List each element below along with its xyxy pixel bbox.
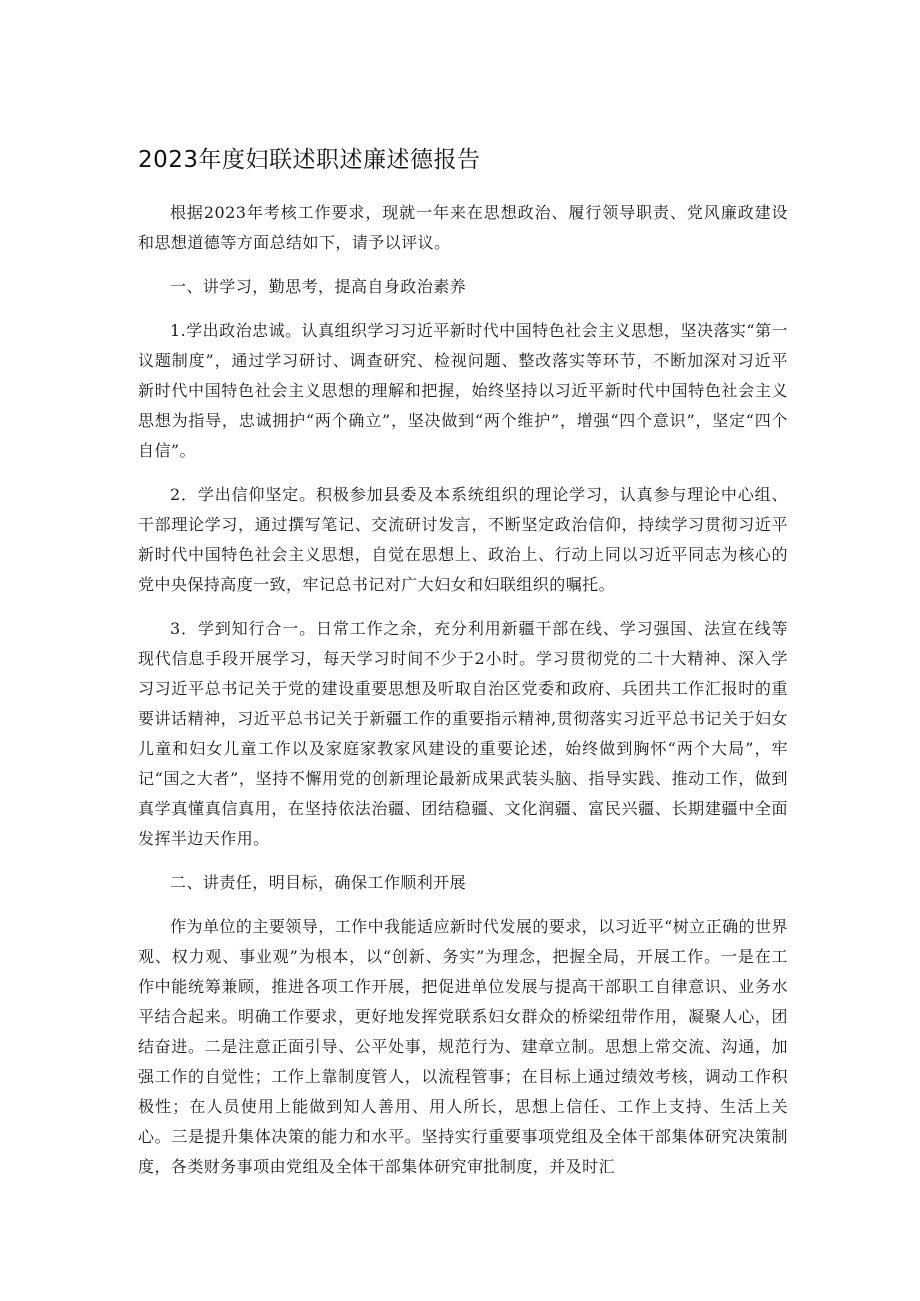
paragraph-1-3: 3．学到知行合一。日常工作之余，充分利用新疆干部在线、学习强国、法宣在线等现代信息手段开展学习，每天学习时间不少于2小时。学习贯彻党的二十大精神、深入学习习近平总书记关于党的建设重要思想及听取自治区党委和政府、兵团共工作汇报时的重要讲话精神，习近平总书记关于新疆工作的重要指示精神,贯彻落实习近平总书记关于妇女儿童和妇女儿童工作以及家庭家教家风建设的重要论述，始终做到胸怀“两个大局”，牢记“国之大者”，坚持不懈用党的创新理论最新成果武装头脑、指导实践、推动工作，做到真学真懂真信真用，在坚持依法治疆、团结稳疆、文化润疆、富民兴疆、长期建疆中全面发挥半边天作用。 xyxy=(138,619,788,848)
section-heading-2: 二、讲责任，明目标，确保工作顺利开展 xyxy=(170,873,467,892)
paragraph-2-1: 作为单位的主要领导，工作中我能适应新时代发展的要求，以习近平“树立正确的世界观、权力观、事业观”为根本，以“创新、务实”为理念，把握全局，开展工作。一是在工作中能统筹兼顾，推进各项工作开展，把促进单位发展与提高干部职工自律意识、业务水平结合起来。明确工作要求，更好地发挥党联系妇女群众的桥梁纽带作用，凝聚人心，团结奋进。二是注意正面引导、公平处事，规范行为、建章立制。思想上常交流、沟通，加强工作的自觉性；工作上靠制度管人，以流程管事；在目标上通过绩效考核，调动工作积极性；在人员使用上能做到知人善用、用人所长，思想上信任、工作上支持、生活上关心。三是提升集体决策的能力和水平。坚持实行重要事项党组及全体干部集体研究决策制度，各类财务事项由党组及全体干部集体研究审批制度，并及时汇 xyxy=(138,917,788,1176)
document-title: 2023年度妇联述职述廉述德报告 xyxy=(138,147,481,173)
section-heading-1: 一、讲学习，勤思考，提高自身政治素养 xyxy=(170,277,467,296)
paragraph-1-2: 2．学出信仰坚定。积极参加县委及本系统组织的理论学习，认真参与理论中心组、干部理论学习，通过撰写笔记、交流研讨发言，不断坚定政治信仰，持续学习贯彻习近平新时代中国特色社会主义思想，自觉在思想上、政治上、行动上同以习近平同志为核心的党中央保持高度一致，牢记总书记对广大妇女和妇联组织的嘱托。 xyxy=(138,485,788,594)
document-body xyxy=(138,198,788,1196)
intro-paragraph: 根据2023年考核工作要求，现就一年来在思想政治、履行领导职责、党风廉政建设和思想道德等方面总结如下，请予以评议。 xyxy=(138,203,788,252)
paragraph-1-1: 1.学出政治忠诚。认真组织学习习近平新时代中国特色社会主义思想，坚决落实“第一议题制度”，通过学习研讨、调查研究、检视问题、整改落实等环节，不断加深对习近平新时代中国特色社会主义思想的理解和把握，始终坚持以习近平新时代中国特色社会主义思想为指导，忠诚拥护“两个确立”，坚决做到“两个维护”，增强“四个意识”，坚定“四个自信”。 xyxy=(138,321,788,460)
